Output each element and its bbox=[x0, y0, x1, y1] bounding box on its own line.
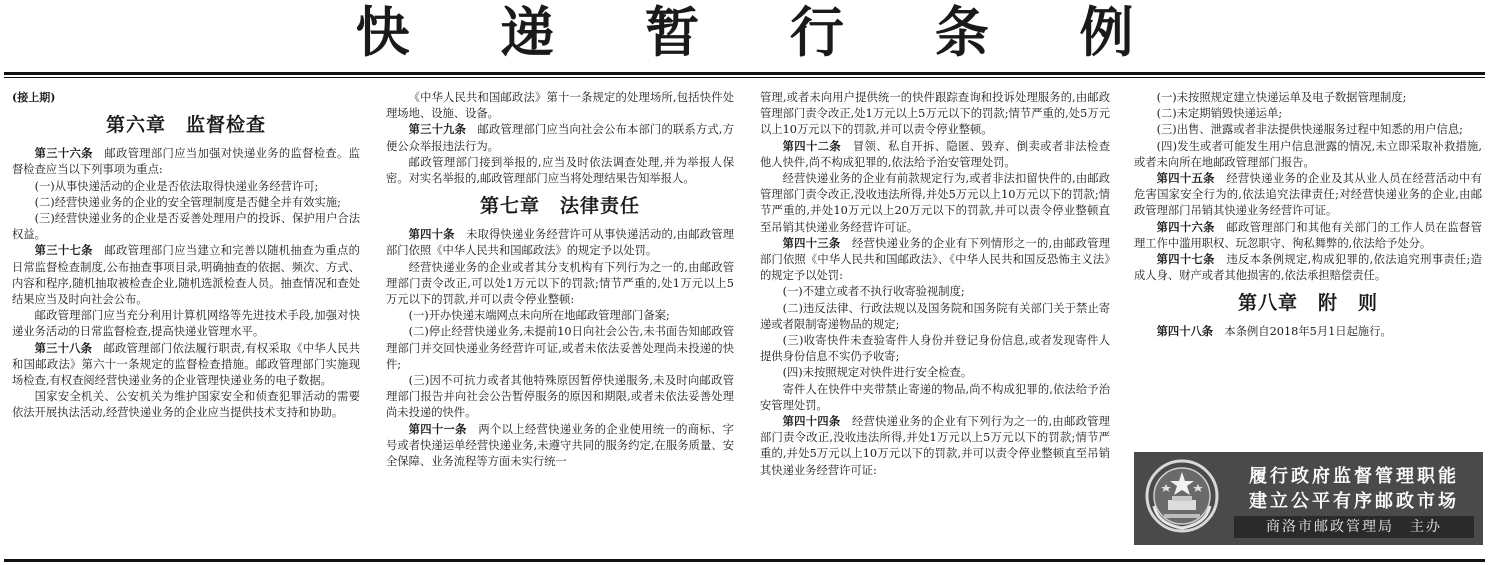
banner-slogan-1: 履行政府监督管理职能 bbox=[1249, 466, 1459, 487]
article-48-number: 第四十八条 bbox=[1156, 325, 1214, 339]
banner-slogan-2: 建立公平有序邮政市场 bbox=[1249, 491, 1459, 512]
article-40-item-2: (二)停止经营快递业务,未提前10日向社会公告,未书面告知邮政管理部门并交回快递业务经营许可证,或者未依法妥善处理尚未投递的快件; bbox=[386, 325, 734, 371]
article-44 bbox=[760, 414, 1110, 479]
article-40-number: 第四十条 bbox=[408, 228, 455, 242]
headline: 快 递 暂 行 条 例 bbox=[355, 1, 1170, 64]
article-44-item-1: (一)未按照规定建立快递运单及电子数据管理制度; bbox=[1156, 91, 1407, 104]
article-45-number: 第四十五条 bbox=[1156, 172, 1215, 186]
top-rule-thick bbox=[4, 72, 1485, 75]
article-43-paragraph-2: 寄件人在快件中夹带禁止寄递的物品,尚不构成犯罪的,依法给予治安管理处罚。 bbox=[760, 382, 1110, 412]
article-38-text: 邮政管理部门依法履行职责,有权采取《中华人民共和国邮政法》第六十一条规定的监督检查措施。邮政管理部门实施现场检查,有权查阅经营快递业务的企业管理快递业务的电子数据。 bbox=[12, 341, 360, 388]
article-38-paragraph-2: 国家安全机关、公安机关为维护国家安全和侦查犯罪活动的需要依法开展执法活动,经营快递业务的企业应当提供技术支持和协助。 bbox=[12, 390, 360, 420]
article-40 bbox=[386, 227, 734, 259]
article-41-number: 第四十一条 bbox=[408, 422, 467, 436]
article-41-continuation: 管理,或者未向用户提供统一的快件跟踪查询和投诉处理服务的,由邮政管理部门责令改正,处1万元以上5万元以下的罚款;情节严重的,处5万元以上10万元以下的罚款,并可以责令停业整顿。 bbox=[760, 91, 1110, 137]
article-36-item-1: (一)从事快递活动的企业是否依法取得快递业务经营许可; bbox=[34, 179, 319, 193]
article-47-text: 违反本条例规定,构成犯罪的,依法追究刑事责任;造成人身、财产或者其他损害的,依法承担赔偿责任。 bbox=[1134, 253, 1482, 283]
article-45-text: 经营快递业务的企业及其从业人员在经营活动中有危害国家安全行为的,依法追究法律责任;对经营快递业务的企业,由邮政管理部门吊销其快递业务经营许可证。 bbox=[1134, 172, 1482, 218]
article-43-item-1: (一)不建立或者不执行收寄验视制度; bbox=[782, 285, 965, 299]
article-37-paragraph-2: 邮政管理部门应当充分利用计算机网络等先进技术手段,加强对快递业务活动的日常监督检查,提高快递业管理水平。 bbox=[12, 309, 360, 339]
article-40-paragraph-2: 经营快递业务的企业或者其分支机构有下列行为之一的,由邮政管理部门责令改正,可以处1万元以下的罚款;情节严重的,处1万元以上5万元以下的罚款,并可以责令停业整顿: bbox=[386, 260, 734, 307]
article-44-item-4: (四)发生或者可能发生用户信息泄露的情况,未立即采取补救措施,或者未向所在地邮政管理部门报告。 bbox=[1134, 139, 1482, 169]
article-37-text: 邮政管理部门应当建立和完善以随机抽查为重点的日常监督检查制度,公布抽查事项目录,明确抽查的依据、频次、方式、内容和程序,随机抽取被检查企业,随机选派检查人员。抽查情况和查处结果应当及时向社会公布。 bbox=[12, 244, 360, 307]
chapter-6-heading: 第六章 监督检查 bbox=[105, 114, 266, 137]
article-46-number: 第四十六条 bbox=[1156, 220, 1215, 234]
article-43-number: 第四十三条 bbox=[782, 236, 841, 250]
article-36 bbox=[12, 146, 360, 178]
article-43-item-3: (三)收寄快件未查验寄件人身份并登记身份信息,或者发现寄件人提供身份信息不实仍予收寄; bbox=[760, 334, 1110, 364]
article-42-text: 冒领、私自开拆、隐匿、毁弃、倒卖或者非法检查他人快件,尚不构成犯罪的,依法给予治安管理处罚。 bbox=[760, 139, 1110, 169]
article-44-item-2: (二)未定期销毁快递运单; bbox=[1156, 107, 1283, 121]
article-46-text: 邮政管理部门和其他有关部门的工作人员在监督管理工作中滥用职权、玩忽职守、徇私舞弊的,依法给予处分。 bbox=[1134, 220, 1482, 250]
chapter-7-heading: 第七章 法律责任 bbox=[479, 195, 640, 218]
article-40-item-3: (三)因不可抗力或者其他特殊原因暂停快递服务,未及时向邮政管理部门报告并向社会公告暂停服务的原因和期限,或者未依法妥善处理尚未投递的快件。 bbox=[386, 374, 734, 420]
article-36-text: 邮政管理部门应当加强对快递业务的监督检查。监督检查应当以下列事项为重点: bbox=[12, 147, 360, 177]
article-44-item-3: (三)出售、泄露或者非法提供快递服务过程中知悉的用户信息; bbox=[1156, 123, 1463, 137]
article-36-item-3: (三)经营快递业务的企业是否妥善处理用户的投诉、保护用户合法权益。 bbox=[12, 212, 360, 242]
article-39 bbox=[386, 122, 734, 154]
bottom-rule bbox=[4, 559, 1485, 562]
article-37-number: 第三十七条 bbox=[34, 244, 93, 258]
article-38-continuation: 《中华人民共和国邮政法》第十一条规定的处理场所,包括快件处理场地、设施、设备。 bbox=[386, 91, 734, 121]
column-1 bbox=[12, 90, 360, 422]
article-41-text: 两个以上经营快递业务的企业使用统一的商标、字号或者快递运单经营快递业务,未遵守共同的服务约定,在服务质量、安全保障、业务流程等方面未实行统一 bbox=[386, 422, 734, 469]
article-38 bbox=[12, 341, 360, 390]
article-39-text: 邮政管理部门应当向社会公布本部门的联系方式,方便公众举报违法行为。 bbox=[386, 123, 734, 153]
article-46 bbox=[1134, 220, 1482, 252]
article-36-number: 第三十六条 bbox=[34, 147, 93, 161]
article-48-text: 本条例自2018年5月1日起施行。 bbox=[1213, 325, 1392, 339]
column-4 bbox=[1134, 90, 1482, 341]
article-42-number: 第四十二条 bbox=[782, 139, 842, 153]
column-3 bbox=[760, 90, 1110, 479]
column-2 bbox=[386, 90, 734, 470]
article-38-number: 第三十八条 bbox=[34, 341, 93, 355]
sponsor-banner bbox=[1134, 452, 1483, 545]
continued-note: (接上期) bbox=[12, 91, 56, 104]
chapter-8-heading: 第八章 附 则 bbox=[1237, 292, 1378, 315]
top-rule-thin bbox=[4, 77, 1485, 78]
article-43-text: 经营快递业务的企业有下列情形之一的,由邮政管理部门依照《中华人民共和国邮政法》、《中华人民共和国反恐怖主义法》的规定予以处罚: bbox=[760, 236, 1110, 283]
article-43-item-4: (四)未按照规定对快件进行安全检查。 bbox=[782, 366, 973, 380]
article-43-item-2: (二)违反法律、行政法规以及国务院和国务院有关部门关于禁止寄递或者限制寄递物品的规定; bbox=[760, 301, 1110, 331]
article-39-paragraph-2: 邮政管理部门接到举报的,应当及时依法调查处理,并为举报人保密。对实名举报的,邮政管理部门应当将处理结果告知举报人。 bbox=[386, 155, 734, 186]
article-40-text: 未取得快递业务经营许可从事快递活动的,由邮政管理部门依照《中华人民共和国邮政法》的规定予以处罚。 bbox=[386, 228, 734, 258]
article-39-number: 第三十九条 bbox=[408, 123, 467, 137]
article-36-item-2: (二)经营快递业务的企业的安全管理制度是否健全并有效实施; bbox=[34, 195, 341, 209]
article-40-item-1: (一)开办快递末端网点未向所在地邮政管理部门备案; bbox=[408, 309, 670, 323]
article-42-paragraph-2: 经营快递业务的企业有前款规定行为,或者非法扣留快件的,由邮政管理部门责令改正,没收违法所得,并处5万元以上10万元以下的罚款;情节严重的,并处10万元以上20万元以下的罚款,并可以责令停业整顿直至吊销其快递业务经营许可证。 bbox=[760, 172, 1110, 234]
article-43 bbox=[760, 236, 1110, 285]
article-45 bbox=[1134, 171, 1482, 220]
article-44-text: 经营快递业务的企业有下列行为之一的,由邮政管理部门责令改正,没收违法所得,并处1万元以上5万元以下的罚款;情节严重的,并处5万元以上10万元以下的罚款,并可以责令停业整顿直至吊销其快递业务经营许可证: bbox=[760, 415, 1110, 477]
article-42 bbox=[760, 139, 1110, 171]
article-48 bbox=[1134, 324, 1482, 340]
national-emblem-icon bbox=[1144, 458, 1220, 534]
article-47 bbox=[1134, 252, 1482, 284]
article-44-number: 第四十四条 bbox=[782, 415, 841, 429]
banner-sponsor: 商洛市邮政管理局 主办 bbox=[1234, 516, 1474, 538]
article-47-number: 第四十七条 bbox=[1156, 253, 1215, 267]
article-41 bbox=[386, 422, 734, 471]
article-37 bbox=[12, 243, 360, 308]
